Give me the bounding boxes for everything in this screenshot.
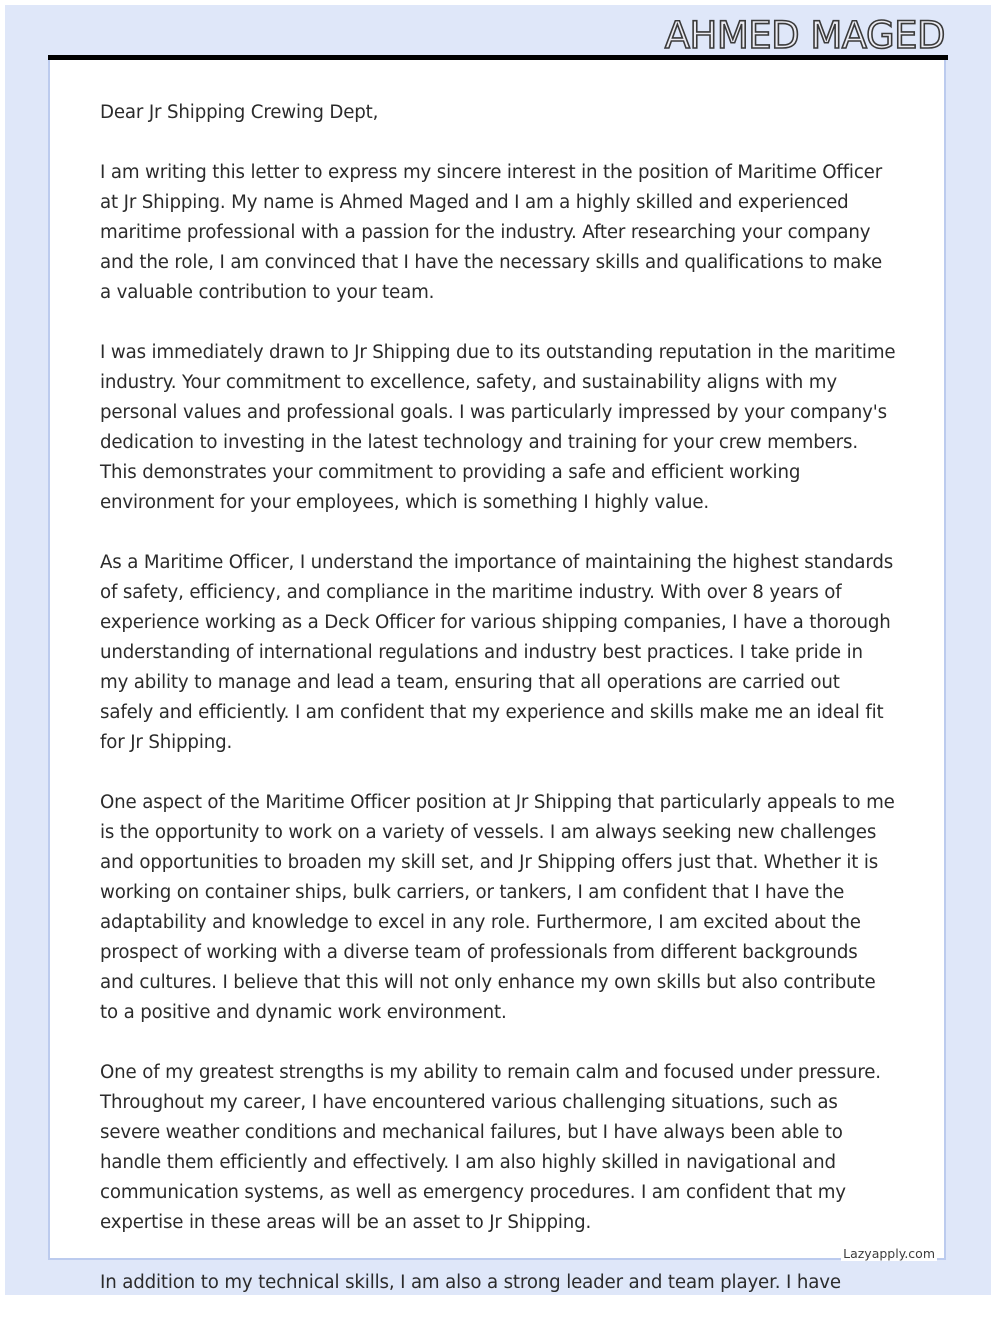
letter-body <box>100 98 896 1328</box>
paragraph-company-interest: I was immediately drawn to Jr Shipping due to its outstanding reputation in the maritime industry. Your commitment to excellence, safety, and sustainability aligns with my personal values and professional goals. I was particularly impressed by your company's dedication to investing in the latest technology and training for your crew members. This demonstrates your commitment to providing a safe and efficient working environment for your employees, which is something I highly value. <box>100 342 896 513</box>
author-name-heading: AHMED MAGED <box>664 14 945 57</box>
paragraph-leadership: In addition to my technical skills, I am also a strong leader and team player. I have <box>100 1272 841 1293</box>
watermark-text[interactable]: Lazyapply.com <box>843 1246 935 1261</box>
salutation: Dear Jr Shipping Crewing Dept, <box>100 102 379 123</box>
paragraph-strengths: One of my greatest strengths is my ability to remain calm and focused under pressure. Throughout my career, I have encountered various challenging situations, such as severe weather conditions and mechanical failures, but I have always been able to handle them efficiently and effectively. I am also highly skilled in navigational and communication systems, as well as emergency procedures. I am confident that my expertise in these areas will be an asset to Jr Shipping. <box>100 1062 881 1233</box>
paragraph-experience: As a Maritime Officer, I understand the importance of maintaining the highest standards of safety, efficiency, and compliance in the maritime industry. With over 8 years of experience working as a Deck Officer for various shipping companies, I have a thorough understanding of international regulations and industry best practices. I take pride in my ability to manage and lead a team, ensuring that all operations are carried out safely and efficiently. I am confident that my experience and skills make me an ideal fit for Jr Shipping. <box>100 552 894 753</box>
paragraph-vessel-variety: One aspect of the Maritime Officer position at Jr Shipping that particularly appeals to me is the opportunity to work on a variety of vessels. I am always seeking new challenges and opportunities to broaden my skill set, and Jr Shipping offers just that. Whether it is working on container ships, bulk carriers, or tankers, I am confident that I have the adaptability and knowledge to excel in any role. Furthermore, I am excited about the prospect of working with a diverse team of professionals from different backgrounds and cultures. I believe that this will not only enhance my own skills but also contribute to a positive and dynamic work environment. <box>100 792 895 1023</box>
paragraph-intro: I am writing this letter to express my sincere interest in the position of Maritime Officer at Jr Shipping. My name is Ahmed Maged and I am a highly skilled and experienced maritime professional with a passion for the industry. After researching your company and the role, I am convinced that I have the necessary skills and qualifications to make a valuable contribution to your team. <box>100 162 883 303</box>
